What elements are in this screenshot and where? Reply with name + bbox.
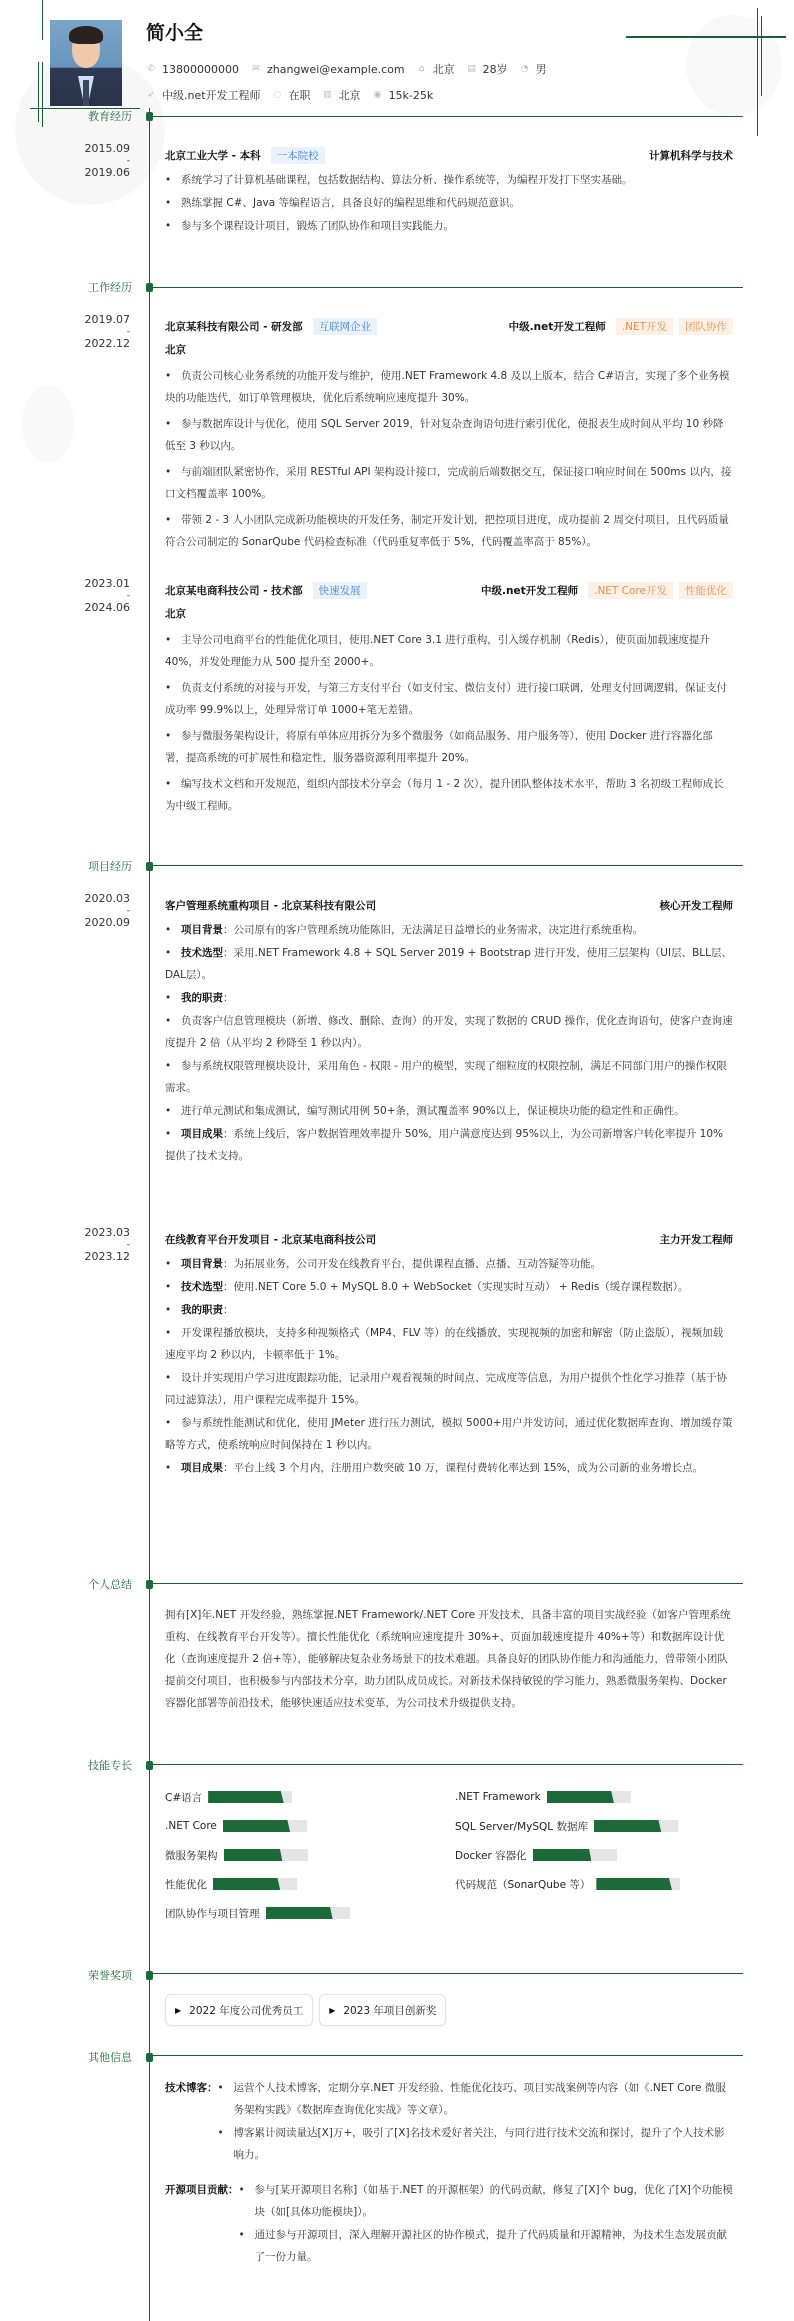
section-title-skills: 技能专长 <box>88 1759 132 1772</box>
list-item: • 博客累计阅读量达[X]万+，吸引了[X]名技术爱好者关注，与同行进行技术交流和探讨，提升了个人技术影响力。 <box>218 2122 734 2166</box>
list-item: • 我的职责： <box>165 1299 733 1321</box>
list-item: • 运营个人技术博客，定期分享.NET 开发经验、性能优化技巧、项目实战案例等内容（如《.NET Core 微服务架构实践》《数据库查询优化实战》等文章）。 <box>218 2077 734 2121</box>
skill-level-fill <box>223 1820 290 1832</box>
phone: ✆ 13800000000 <box>147 62 239 76</box>
skill-name: .NET Core <box>165 1820 217 1832</box>
play-icon: ▶ <box>329 2005 336 2015</box>
timeline-line <box>149 108 150 2321</box>
skill-name: Docker 容器化 <box>455 1849 527 1862</box>
section-title-summary: 个人总结 <box>88 1578 132 1591</box>
award-chip[interactable]: ▶ 2023 年项目创新奖 <box>319 1994 446 2026</box>
target-position: ➶ 中级.net开发工程师 <box>147 89 261 102</box>
work-city: 北京 <box>165 344 186 356</box>
skill-level-bar <box>213 1878 297 1890</box>
decor-circle-mid <box>22 385 74 463</box>
skill-level-fill <box>224 1849 283 1861</box>
tech-blog <box>165 2077 733 2167</box>
employment-status: ◌ 在职 <box>273 89 311 102</box>
skill-item <box>165 1877 455 1891</box>
section-node <box>146 1580 153 1589</box>
email: ✉ zhangwei@example.com <box>252 62 405 76</box>
skill-item <box>455 1848 745 1862</box>
school-tag: 一本院校 <box>271 147 325 164</box>
skill-level-fill <box>596 1878 672 1890</box>
skill-level-fill <box>208 1791 284 1803</box>
list-item: • 参与数据库设计与优化，使用 SQL Server 2019，针对复杂查询语句进行索引优化，使报表生成时间从平均 10 秒降低至 3 秒以内。 <box>165 413 733 457</box>
skill-level-bar <box>533 1849 617 1861</box>
skill-item <box>455 1819 745 1833</box>
skill-item <box>455 1877 745 1891</box>
work-city: 北京 <box>165 608 186 620</box>
list-item: • 负责客户信息管理模块（新增、修改、删除、查询）的开发，实现了数据的 CRUD 操作，优化查询语句，使客户查询速度提升 2 倍（从平均 2 秒降至 1 秒以内）。 <box>165 1010 733 1054</box>
section-node <box>146 112 153 121</box>
company-tag: 快速发展 <box>313 582 367 599</box>
list-item: • 项目背景：公司原有的客户管理系统功能陈旧，无法满足日益增长的业务需求，决定进行系统重构。 <box>165 919 733 941</box>
list-item: • 项目成果：系统上线后，客户数据管理效率提升 50%，用户满意度达到 95%以上，为公司新增客户转化率提升 10%提供了技术支持。 <box>165 1123 733 1167</box>
skill-item <box>165 1790 455 1804</box>
skill-name: SQL Server/MySQL 数据库 <box>455 1820 588 1833</box>
section-node <box>146 862 153 871</box>
project-role: 主力开发工程师 <box>659 1233 733 1246</box>
education-entry <box>165 145 733 238</box>
list-item: • 通过参与开源项目，深入理解开源社区的协作模式，提升了代码质量和开源精神，为技术生态发展贡献了一份力量。 <box>239 2224 734 2268</box>
project-entry <box>165 1229 733 1480</box>
skill-tag: 团队协作 <box>679 318 733 335</box>
list-item: • 负责公司核心业务系统的功能开发与维护，使用.NET Framework 4.8 及以上版本，结合 C#语言，实现了多个业务模块的功能迭代，如订单管理模块，优化后系统响应速度提升 30%。 <box>165 365 733 409</box>
section-title-work: 工作经历 <box>88 281 132 294</box>
skill-name: 代码规范（SonarQube 等） <box>455 1878 591 1891</box>
list-item: • 参与系统性能测试和优化，使用 JMeter 进行压力测试，模拟 5000+用户并发访问，通过优化数据库查询、增加缓存策略等方式，使系统响应时间保持在 1 秒以内。 <box>165 1412 733 1456</box>
job-role: 中级.net开发工程师 <box>508 320 606 333</box>
list-item: • 技术选型：采用.NET Framework 4.8 + SQL Server 2019 + Bootstrap 进行开发，使用三层架构（UI层、BLL层、DAL层）。 <box>165 942 733 986</box>
award-chip[interactable]: ▶ 2022 年度公司优秀员工 <box>165 1994 313 2026</box>
project-bullets <box>165 1253 733 1479</box>
project-date: 2023.03 - 2023.12 <box>84 1226 130 1263</box>
skill-tag: .NET Core开发 <box>588 582 673 599</box>
work-bullets <box>165 629 733 817</box>
gender: ◔ 男 <box>520 63 547 76</box>
section-rule <box>153 1973 743 1974</box>
skill-tag: .NET开发 <box>616 318 673 335</box>
candidate-name: 简小全 <box>146 22 204 44</box>
list-item: • 技术选型：使用.NET Core 5.0 + MySQL 8.0 + WebSocket（实现实时互动） + Redis（缓存课程数据）。 <box>165 1276 733 1298</box>
project-title: 客户管理系统重构项目 - 北京某科技有限公司 <box>165 899 377 912</box>
location: ⌂ 北京 <box>417 61 455 77</box>
home-icon: ⌂ <box>418 64 425 74</box>
work-bullets <box>165 365 733 553</box>
section-title-awards: 荣誉奖项 <box>88 1969 132 1982</box>
list-item: • 主导公司电商平台的性能优化项目，使用.NET Core 3.1 进行重构，引入缓存机制（Redis），使页面加载速度提升 40%，并发处理能力从 500 提升至 2000+。 <box>165 629 733 673</box>
skill-item <box>165 1848 455 1862</box>
list-item: • 我的职责： <box>165 987 733 1009</box>
skill-name: 微服务架构 <box>165 1849 218 1862</box>
project-date: 2020.03 - 2020.09 <box>84 892 130 929</box>
section-rule <box>153 1764 743 1765</box>
phone-icon: ✆ <box>147 64 155 74</box>
skill-item <box>165 1819 455 1833</box>
skill-level-fill <box>547 1791 614 1803</box>
section-title-education: 教育经历 <box>88 110 132 123</box>
list-item: • 项目成果：平台上线 3 个月内，注册用户数突破 10 万，课程付费转化率达到 15%，成为公司新的业务增长点。 <box>165 1457 733 1479</box>
mail-icon: ✉ <box>252 64 260 74</box>
job-role: 中级.net开发工程师 <box>481 584 579 597</box>
skill-level-bar <box>596 1878 680 1890</box>
list-item: • 编写技术文档和开发规范，组织内部技术分享会（每月 1 - 2 次），提升团队整体技术水平，帮助 3 名初级工程师成长为中级工程师。 <box>165 773 733 817</box>
skill-level-fill <box>594 1820 661 1832</box>
skill-name: 团队协作与项目管理 <box>165 1907 260 1920</box>
work-entry <box>165 316 733 557</box>
work-date: 2019.07 - 2022.12 <box>84 313 130 350</box>
section-node <box>146 2053 153 2062</box>
list-item: • 熟练掌握 C#、Java 等编程语言，具备良好的编程思维和代码规范意识。 <box>165 192 733 214</box>
list-item: • 进行单元测试和集成测试，编写测试用例 50+条，测试覆盖率 90%以上，保证模块功能的稳定性和正确性。 <box>165 1100 733 1122</box>
job-intent-row <box>146 87 445 103</box>
other-info <box>165 2077 733 2279</box>
education-date: 2015.09 - 2019.06 <box>84 142 130 179</box>
project-bullets <box>165 919 733 1167</box>
skill-level-bar <box>266 1907 350 1919</box>
list-item: • 设计并实现用户学习进度跟踪功能，记录用户观看视频的时间点、完成度等信息，为用户提供个性化学习推荐（基于协同过滤算法），用户课程完成率提升 15%。 <box>165 1367 733 1411</box>
list-item: • 项目背景：为拓展业务，公司开发在线教育平台，提供课程直播、点播、互动答疑等功能。 <box>165 1253 733 1275</box>
work-date: 2023.01 - 2024.06 <box>84 577 130 614</box>
target-city: ▥ 北京 <box>323 89 361 102</box>
calendar-icon: ▤ <box>467 64 476 74</box>
list-item: • 与前端团队紧密协作，采用 RESTful API 架构设计接口，完成前后端数据交互，保证接口响应时间在 500ms 以内，接口文档覆盖率 100%。 <box>165 461 733 505</box>
section-node <box>146 283 153 292</box>
age: ▤ 28岁 <box>467 63 508 76</box>
section-title-projects: 项目经历 <box>88 860 132 873</box>
list-item: • 带领 2 - 3 人小团队完成新功能模块的开发任务，制定开发计划，把控项目进度，成功提前 2 周交付项目，且代码质量符合公司制定的 SonarQube 代码检查标准（代码重复率低于 5%，代码覆盖率高于 85%）。 <box>165 509 733 553</box>
list-item: • 参与微服务架构设计，将原有单体应用拆分为多个微服务（如商品服务、用户服务等），使用 Docker 进行容器化部署，提高系统的可扩展性和稳定性，服务器资源利用率提升 20%。 <box>165 725 733 769</box>
list-item: • 开发课程播放模块，支持多种视频格式（MP4、FLV 等）的在线播放，实现视频的加密和解密（防止盗版），视频加载速度平均 2 秒以内，卡顿率低于 1%。 <box>165 1322 733 1366</box>
skill-level-bar <box>594 1820 678 1832</box>
section-rule <box>153 1583 743 1584</box>
other-label: 开源项目贡献： <box>165 2184 239 2196</box>
list-item: • 参与多个课程设计项目，锻炼了团队协作和项目实践能力。 <box>165 215 733 237</box>
section-rule <box>153 116 743 117</box>
skill-level-fill <box>213 1878 280 1890</box>
list-item: • 参与系统权限管理模块设计，采用角色 - 权限 - 用户的模型，实现了细粒度的权限控制，满足不同部门用户的操作权限需求。 <box>165 1055 733 1099</box>
project-role: 核心开发工程师 <box>659 899 733 912</box>
other-label: 技术博客： <box>165 2082 218 2094</box>
skills-grid <box>165 1790 733 1920</box>
skill-level-bar <box>224 1849 308 1861</box>
skill-item <box>165 1906 455 1920</box>
skill-level-fill <box>266 1907 333 1919</box>
skill-level-bar <box>547 1791 631 1803</box>
skill-level-bar <box>223 1820 307 1832</box>
send-icon: ➶ <box>147 90 155 100</box>
skill-name: 性能优化 <box>165 1878 207 1891</box>
major: 计算机科学与技术 <box>649 149 733 162</box>
school-name: 北京工业大学 - 本科 <box>165 149 261 162</box>
project-entry <box>165 895 733 1168</box>
awards-list <box>165 1994 733 2026</box>
gender-icon: ◔ <box>520 64 529 74</box>
work-entry <box>165 580 733 821</box>
contact-row <box>146 61 559 77</box>
avatar <box>50 20 122 106</box>
building-icon: ▥ <box>323 90 332 100</box>
list-item: • 参与[某开源项目名称]（如基于.NET 的开源框架）的代码贡献，修复了[X]个 bug，优化了[X]个功能模块（如[具体功能模块]）。 <box>239 2179 734 2223</box>
section-node <box>146 1971 153 1980</box>
skill-level-fill <box>533 1849 592 1861</box>
section-node <box>146 1761 153 1770</box>
section-rule <box>153 865 743 866</box>
education-bullets <box>165 169 733 237</box>
company-name: 北京某科技有限公司 - 研发部 <box>165 320 303 333</box>
section-title-other: 其他信息 <box>88 2051 132 2064</box>
skill-name: C#语言 <box>165 1791 203 1804</box>
personal-summary: 拥有[X]年.NET 开发经验，熟练掌握.NET Framework/.NET Core 开发技术，具备丰富的项目实战经验（如客户管理系统重构、在线教育平台开发等）。擅长性能优化（系统响应速度提升 30%+、页面加载速度提升 40%+等）和数据库设计优化（查询速度提升 2 倍+等），能够解决复杂业务场景下的技术难题。具备良好的团队协作能力和沟通能力，曾带领小团队提前交付项目，也积极参与内部技术分享，助力团队成员成长。对新技术保持敏锐的学习能力，熟悉微服务架构、Docker 容器化部署等前沿技术，能够快速适应技术变革，为公司技术升级提供支持。 <box>165 1609 731 1709</box>
expected-salary: ◉ 15k-25k <box>373 88 434 102</box>
play-icon: ▶ <box>175 2005 182 2015</box>
skill-tag: 性能优化 <box>679 582 733 599</box>
skill-level-bar <box>208 1791 292 1803</box>
salary-icon: ◉ <box>373 90 382 100</box>
list-item: • 系统学习了计算机基础课程，包括数据结构、算法分析、操作系统等，为编程开发打下坚实基础。 <box>165 169 733 191</box>
skill-item <box>455 1790 745 1804</box>
list-item: • 负责支付系统的对接与开发，与第三方支付平台（如支付宝、微信支付）进行接口联调，处理支付回调逻辑，保证支付成功率 99.9%以上，处理异常订单 1000+笔无差错。 <box>165 677 733 721</box>
status-icon: ◌ <box>273 90 282 100</box>
section-rule <box>153 2055 743 2056</box>
section-rule <box>153 287 743 288</box>
company-name: 北京某电商科技公司 - 技术部 <box>165 584 303 597</box>
skill-name: .NET Framework <box>455 1791 541 1803</box>
open-source-contribution <box>165 2179 733 2269</box>
project-title: 在线教育平台开发项目 - 北京某电商科技公司 <box>165 1233 377 1246</box>
company-tag: 互联网企业 <box>313 318 378 335</box>
resume-header <box>0 0 794 110</box>
